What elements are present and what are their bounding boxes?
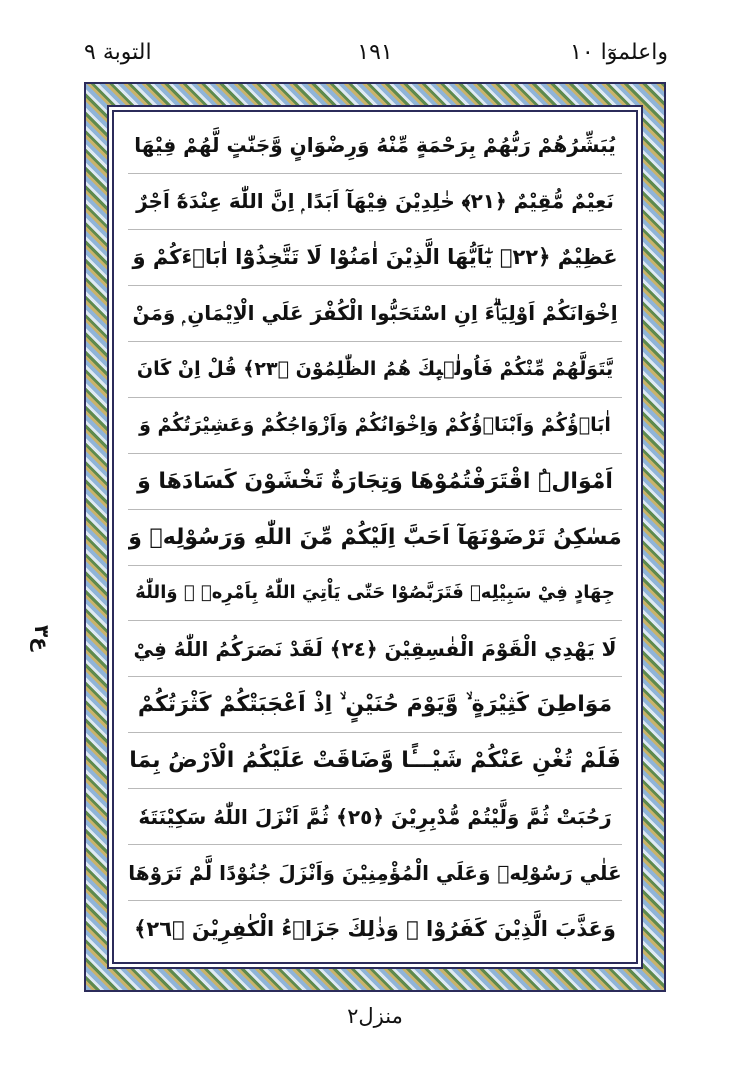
verse-line-12: فَلَمْ تُغْنِ عَنْكُمْ شَيْـــًٔا وَّضَاقَتْ عَلَيْكُمُ الْاَرْضُ بِمَا — [128, 733, 622, 789]
verse-line-13: رَحُبَتْ ثُمَّ وَلَّيْتُمْ مُّدْبِرِيْنَ ﴿٢٥﴾ ثُمَّ اَنْزَلَ اللّٰهُ سَكِيْنَتَهٗ — [128, 789, 622, 845]
verse-line-5: يَّتَوَلَّهُمْ مِّنْكُمْ فَاُولٰۗىِٕكَ هُمُ الظّٰلِمُوْنَ ﴿٢٣﴾ قُلْ اِنْ كَانَ — [128, 342, 622, 398]
verse-lines — [128, 118, 622, 956]
juz-header: واعلموٓا ١٠ — [570, 40, 668, 65]
verse-line-8: مَسٰكِنُ تَرْضَوْنَهَآ اَحَبَّ اِلَيْكُمْ مِّنَ اللّٰهِ وَرَسُوْلِهٖ وَ — [128, 510, 622, 566]
verse-line-1: يُبَشِّرُهُمْ رَبُّهُمْ بِرَحْمَةٍ مِّنْهُ وَرِضْوَانٍ وَّجَنّٰتٍ لَّهُمْ فِيْهَا — [128, 118, 622, 174]
verse-line-6: اٰبَاۗؤُكُمْ وَاَبْنَاۗؤُكُمْ وَاِخْوَانُكُمْ وَاَزْوَاجُكُمْ وَعَشِيْرَتُكُمْ وَ — [128, 398, 622, 454]
verse-line-3: عَظِيْمٌ ﴿٢٢﴾ يٰٓاَيُّهَا الَّذِيْنَ اٰمَنُوْا لَا تَتَّخِذُوْٓا اٰبَاۗءَكُمْ وَ — [128, 230, 622, 286]
verse-line-2: نَعِيْمٌ مُّقِيْمٌ ﴿٢١﴾ خٰلِدِيْنَ فِيْهَآ اَبَدًا ۭ اِنَّ اللّٰهَ عِنْدَهٗٓ اَجْرٌ — [128, 174, 622, 230]
verse-line-7: اَمْوَالُۨ اقْتَرَفْتُمُوْهَا وَتِجَارَةٌ تَخْشَوْنَ كَسَادَهَا وَ — [128, 454, 622, 510]
page-number: ١٩١ — [357, 40, 393, 65]
verse-line-11: مَوَاطِنَ كَثِيْرَةٍ ۙ وَّيَوْمَ حُنَيْنٍ ۙ اِذْ اَعْجَبَتْكُمْ كَثْرَتُكُمْ — [128, 677, 622, 733]
text-panel — [112, 110, 638, 964]
ornamental-border — [84, 82, 666, 992]
verse-line-9: جِهَادٍ فِيْ سَبِيْلِهٖ فَتَرَبَّصُوْا حَتّٰى يَاْتِيَ اللّٰهُ بِاَمْرِهٖ ۭ وَاللّٰهُ — [128, 566, 622, 622]
verse-line-4: اِخْوَانَكُمْ اَوْلِيَاۗءَ اِنِ اسْتَحَبُّوا الْكُفْرَ عَلَي الْاِيْمَانِ ۭ وَمَنْ — [128, 286, 622, 342]
verse-line-10: لَا يَهْدِي الْقَوْمَ الْفٰسِقِيْنَ ﴿٢٤﴾ لَقَدْ نَصَرَكُمُ اللّٰهُ فِيْ — [128, 621, 622, 677]
ruku-margin-mark: ع٣ — [30, 625, 54, 651]
manzil-footer: منزل٢ — [347, 1004, 403, 1028]
surah-header: التوبة ٩ — [84, 40, 152, 65]
verse-line-14: عَلٰي رَسُوْلِهٖ وَعَلَي الْمُؤْمِنِيْنَ وَاَنْزَلَ جُنُوْدًا لَّمْ تَرَوْهَا — [128, 845, 622, 901]
verse-line-15: وَعَذَّبَ الَّذِيْنَ كَفَرُوْا ۭ وَذٰلِكَ جَزَاۗءُ الْكٰفِرِيْنَ ﴿٢٦﴾ — [134, 916, 616, 941]
